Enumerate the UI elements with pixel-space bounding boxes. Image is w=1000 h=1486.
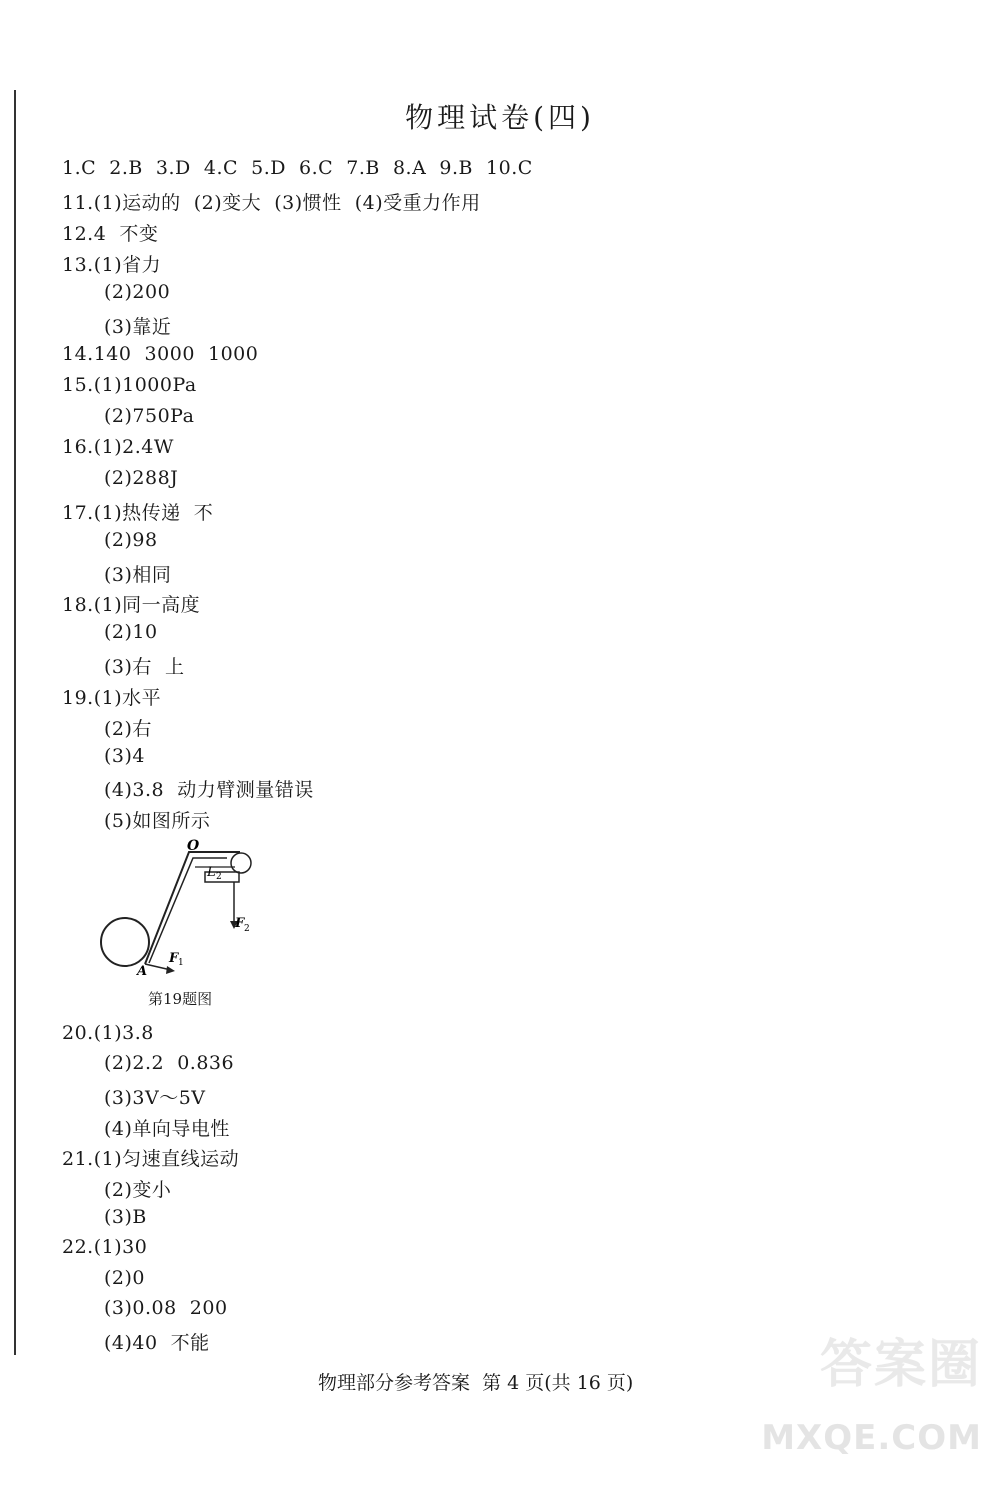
answer-line: 19.(1)水平 bbox=[62, 687, 162, 709]
page-footer: 物理部分参考答案 第 4 页(共 16 页) bbox=[318, 1372, 634, 1394]
answer-line: (2)288J bbox=[104, 467, 179, 489]
answer-line: 18.(1)同一高度 bbox=[62, 594, 201, 616]
site-watermark bbox=[692, 1322, 982, 1472]
answer-line: (2)750Pa bbox=[104, 405, 195, 427]
answer-line: 16.(1)2.4W bbox=[62, 436, 174, 458]
answer-line: (3)0.08 200 bbox=[104, 1297, 228, 1319]
answer-line: (4)单向导电性 bbox=[104, 1118, 230, 1140]
answer-line: (2)2.2 0.836 bbox=[104, 1052, 235, 1074]
answer-line: (5)如图所示 bbox=[104, 810, 211, 832]
answer-line: (3)相同 bbox=[104, 564, 172, 586]
answer-line: 14.140 3000 1000 bbox=[62, 343, 259, 365]
answer-line: (4)3.8 动力臂测量错误 bbox=[104, 779, 314, 801]
page-title: 物理试卷(四) bbox=[405, 101, 595, 134]
answer-line: 12.4 不变 bbox=[62, 223, 159, 245]
answer-line: (2)98 bbox=[104, 529, 158, 551]
label-f1-sub: 1 bbox=[178, 958, 184, 968]
answer-line: 21.(1)匀速直线运动 bbox=[62, 1148, 240, 1170]
label-a: A bbox=[137, 964, 148, 979]
label-f2-sub: 2 bbox=[244, 924, 250, 934]
watermark-logo-text: 答案圈 bbox=[819, 1335, 982, 1395]
answer-line: (3)靠近 bbox=[104, 316, 172, 338]
answer-line: 20.(1)3.8 bbox=[62, 1022, 154, 1044]
wheel-circle bbox=[101, 918, 149, 966]
answer-line: 13.(1)省力 bbox=[62, 254, 162, 276]
label-f1: F bbox=[169, 951, 179, 966]
label-l2: L bbox=[207, 865, 216, 880]
answer-line: (3)4 bbox=[104, 745, 146, 767]
answer-line: (3)B bbox=[104, 1206, 147, 1228]
label-l2-sub: 2 bbox=[216, 872, 222, 882]
answer-line: (3)右 上 bbox=[104, 656, 185, 678]
lever-diagram bbox=[95, 835, 265, 985]
answer-line: 11.(1)运动的 (2)变大 (3)惯性 (4)受重力作用 bbox=[62, 192, 481, 214]
figure-caption: 第19题图 bbox=[148, 990, 213, 1008]
label-f2: F bbox=[235, 916, 245, 931]
pivot-circle bbox=[231, 853, 251, 873]
answer-line: (2)0 bbox=[104, 1267, 146, 1289]
answer-line: 1.C 2.B 3.D 4.C 5.D 6.C 7.B 8.A 9.B 10.C bbox=[62, 157, 533, 179]
answer-line: 15.(1)1000Pa bbox=[62, 374, 197, 396]
lever-arm bbox=[145, 852, 240, 964]
answer-line: (3)3V～5V bbox=[104, 1087, 206, 1109]
answer-line: 17.(1)热传递 不 bbox=[62, 502, 214, 524]
answer-line: (4)40 不能 bbox=[104, 1332, 210, 1354]
answer-line: (2)200 bbox=[104, 281, 171, 303]
watermark-url: MXQE.COM bbox=[761, 1418, 982, 1458]
f1-arrowhead bbox=[166, 966, 175, 974]
answer-line: (2)10 bbox=[104, 621, 158, 643]
label-o: O bbox=[187, 838, 200, 854]
answer-line: 22.(1)30 bbox=[62, 1236, 148, 1258]
binding-margin-line bbox=[14, 90, 16, 1355]
answer-line: (2)变小 bbox=[104, 1179, 172, 1201]
answer-line: (2)右 bbox=[104, 718, 152, 740]
